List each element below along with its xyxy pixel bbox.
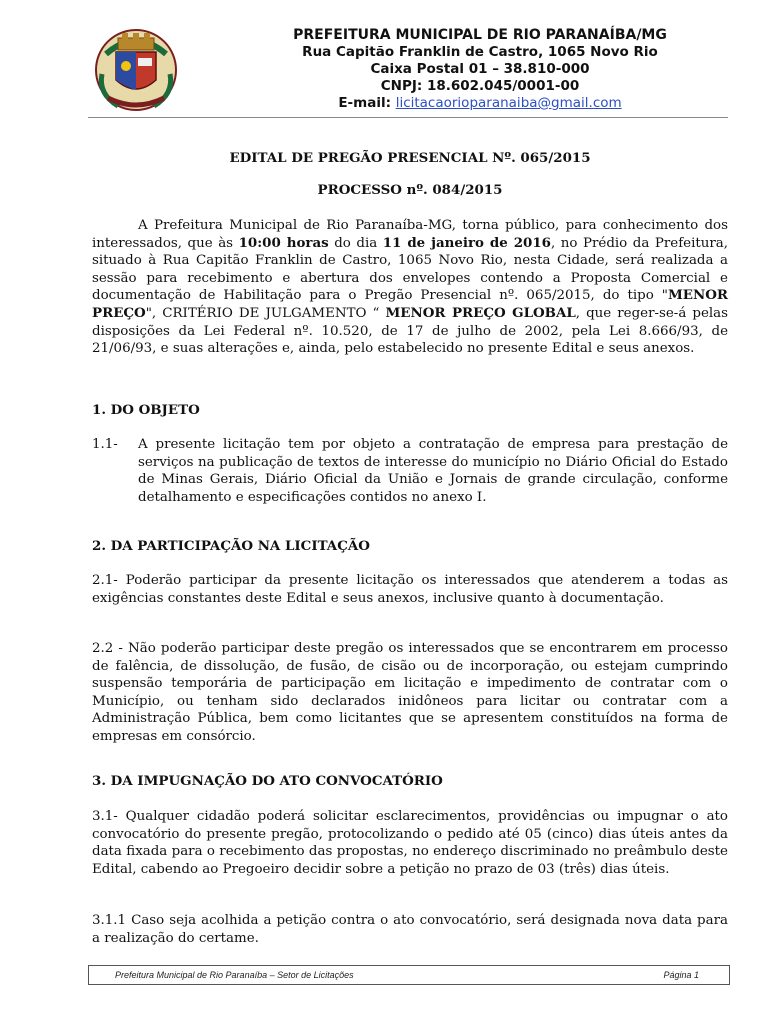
email-label: E-mail: xyxy=(338,95,391,111)
item-1-1 xyxy=(92,436,728,506)
item-2-2: 2.2 - Não poderão participar deste pregão os interessados que se encontrarem em processo de falência, de dissolução, de fusão, de cisão ou de incorporação, ou estejam cumprindo suspensão temporária de participação em licitação e impedimento de contratar com o Município, ou tenham sido declarados inidôneos para licitar ou contratar com a Administração Pública, bem como licitantes que se apresentem constituídos na forma de empresas em consórcio. xyxy=(92,641,728,744)
page-footer xyxy=(88,965,730,985)
item-1-1-number: 1.1- xyxy=(92,437,118,452)
email-link[interactable]: licitacaorioparanaiba@gmail.com xyxy=(395,95,622,111)
po-box: Caixa Postal 01 – 38.810-000 xyxy=(370,61,590,77)
intro-paragraph: A Prefeitura Municipal de Rio Paranaíba-MG, torna público, para conhecimento dos interessados, que às 10:00 horas do dia 11 de janeiro de 2016, no Prédio da Prefeitura, situado à Rua Capitão Franklin de Castro, 1065 Novo Rio, nesta Cidade, será realizada a sessão para recebimento e abertura dos envelopes contendo a Proposta Comercial e documentação de Habilitação para o Pregão Presencial nº. 065/2015, do tipo "MENOR PREÇO", CRITÉRIO DE JULGAMENTO “ MENOR PREÇO GLOBAL, que reger-se-á pelas disposições da Lei Federal nº. 10.520, de 17 de julho de 2002, pela Lei 8.666/93, de 21/06/93, e suas alterações e, ainda, pelo estabelecido no presente Edital e seus anexos. xyxy=(92,218,729,357)
section-2-heading: 2. DA PARTICIPAÇÃO NA LICITAÇÃO xyxy=(92,538,370,554)
section-1-heading: 1. DO OBJETO xyxy=(92,402,200,418)
header-divider xyxy=(88,117,728,118)
edital-title: EDITAL DE PREGÃO PRESENCIAL Nº. 065/2015 xyxy=(229,150,591,166)
processo-title: PROCESSO nº. 084/2015 xyxy=(317,182,503,198)
item-3-1-1: 3.1.1 Caso seja acolhida a petição contra o ato convocatório, será designada nova data para a realização do certame. xyxy=(92,913,728,946)
page-number: Página 1 xyxy=(663,970,699,980)
cnpj: CNPJ: 18.602.045/0001-00 xyxy=(380,78,580,94)
org-name: PREFEITURA MUNICIPAL DE RIO PARANAÍBA/MG xyxy=(293,27,667,43)
item-2-1: 2.1- Poderão participar da presente licitação os interessados que atenderem a todas as exigências constantes deste Edital e seus anexos, inclusive quanto à documentação. xyxy=(92,573,728,606)
item-1-1-text: A presente licitação tem por objeto a contratação de empresa para prestação de serviços na publicação de textos de interesse do município no Diário Oficial do Estado de Minas Gerais, Diário Oficial da União e Jornais de grande circulação, conforme detalhamento e especificações contidos no anexo I. xyxy=(138,437,728,505)
letterhead xyxy=(250,27,710,112)
municipal-coat-of-arms-icon xyxy=(88,24,184,114)
footer-left: Prefeitura Municipal de Rio Paranaíba – Setor de Licitações xyxy=(115,970,354,980)
section-3-heading: 3. DA IMPUGNAÇÃO DO ATO CONVOCATÓRIO xyxy=(92,773,443,789)
email-line xyxy=(250,95,710,112)
address: Rua Capitão Franklin de Castro, 1065 Novo Rio xyxy=(302,44,658,60)
item-3-1: 3.1- Qualquer cidadão poderá solicitar esclarecimentos, providências ou impugnar o ato convocatório do presente pregão, protocolizando o pedido até 05 (cinco) dias úteis antes da data fixada para o recebimento das propostas, no endereço discriminado no preâmbulo deste Edital, cabendo ao Pregoeiro decidir sobre a petição no prazo de 03 (três) dias úteis. xyxy=(92,809,728,877)
